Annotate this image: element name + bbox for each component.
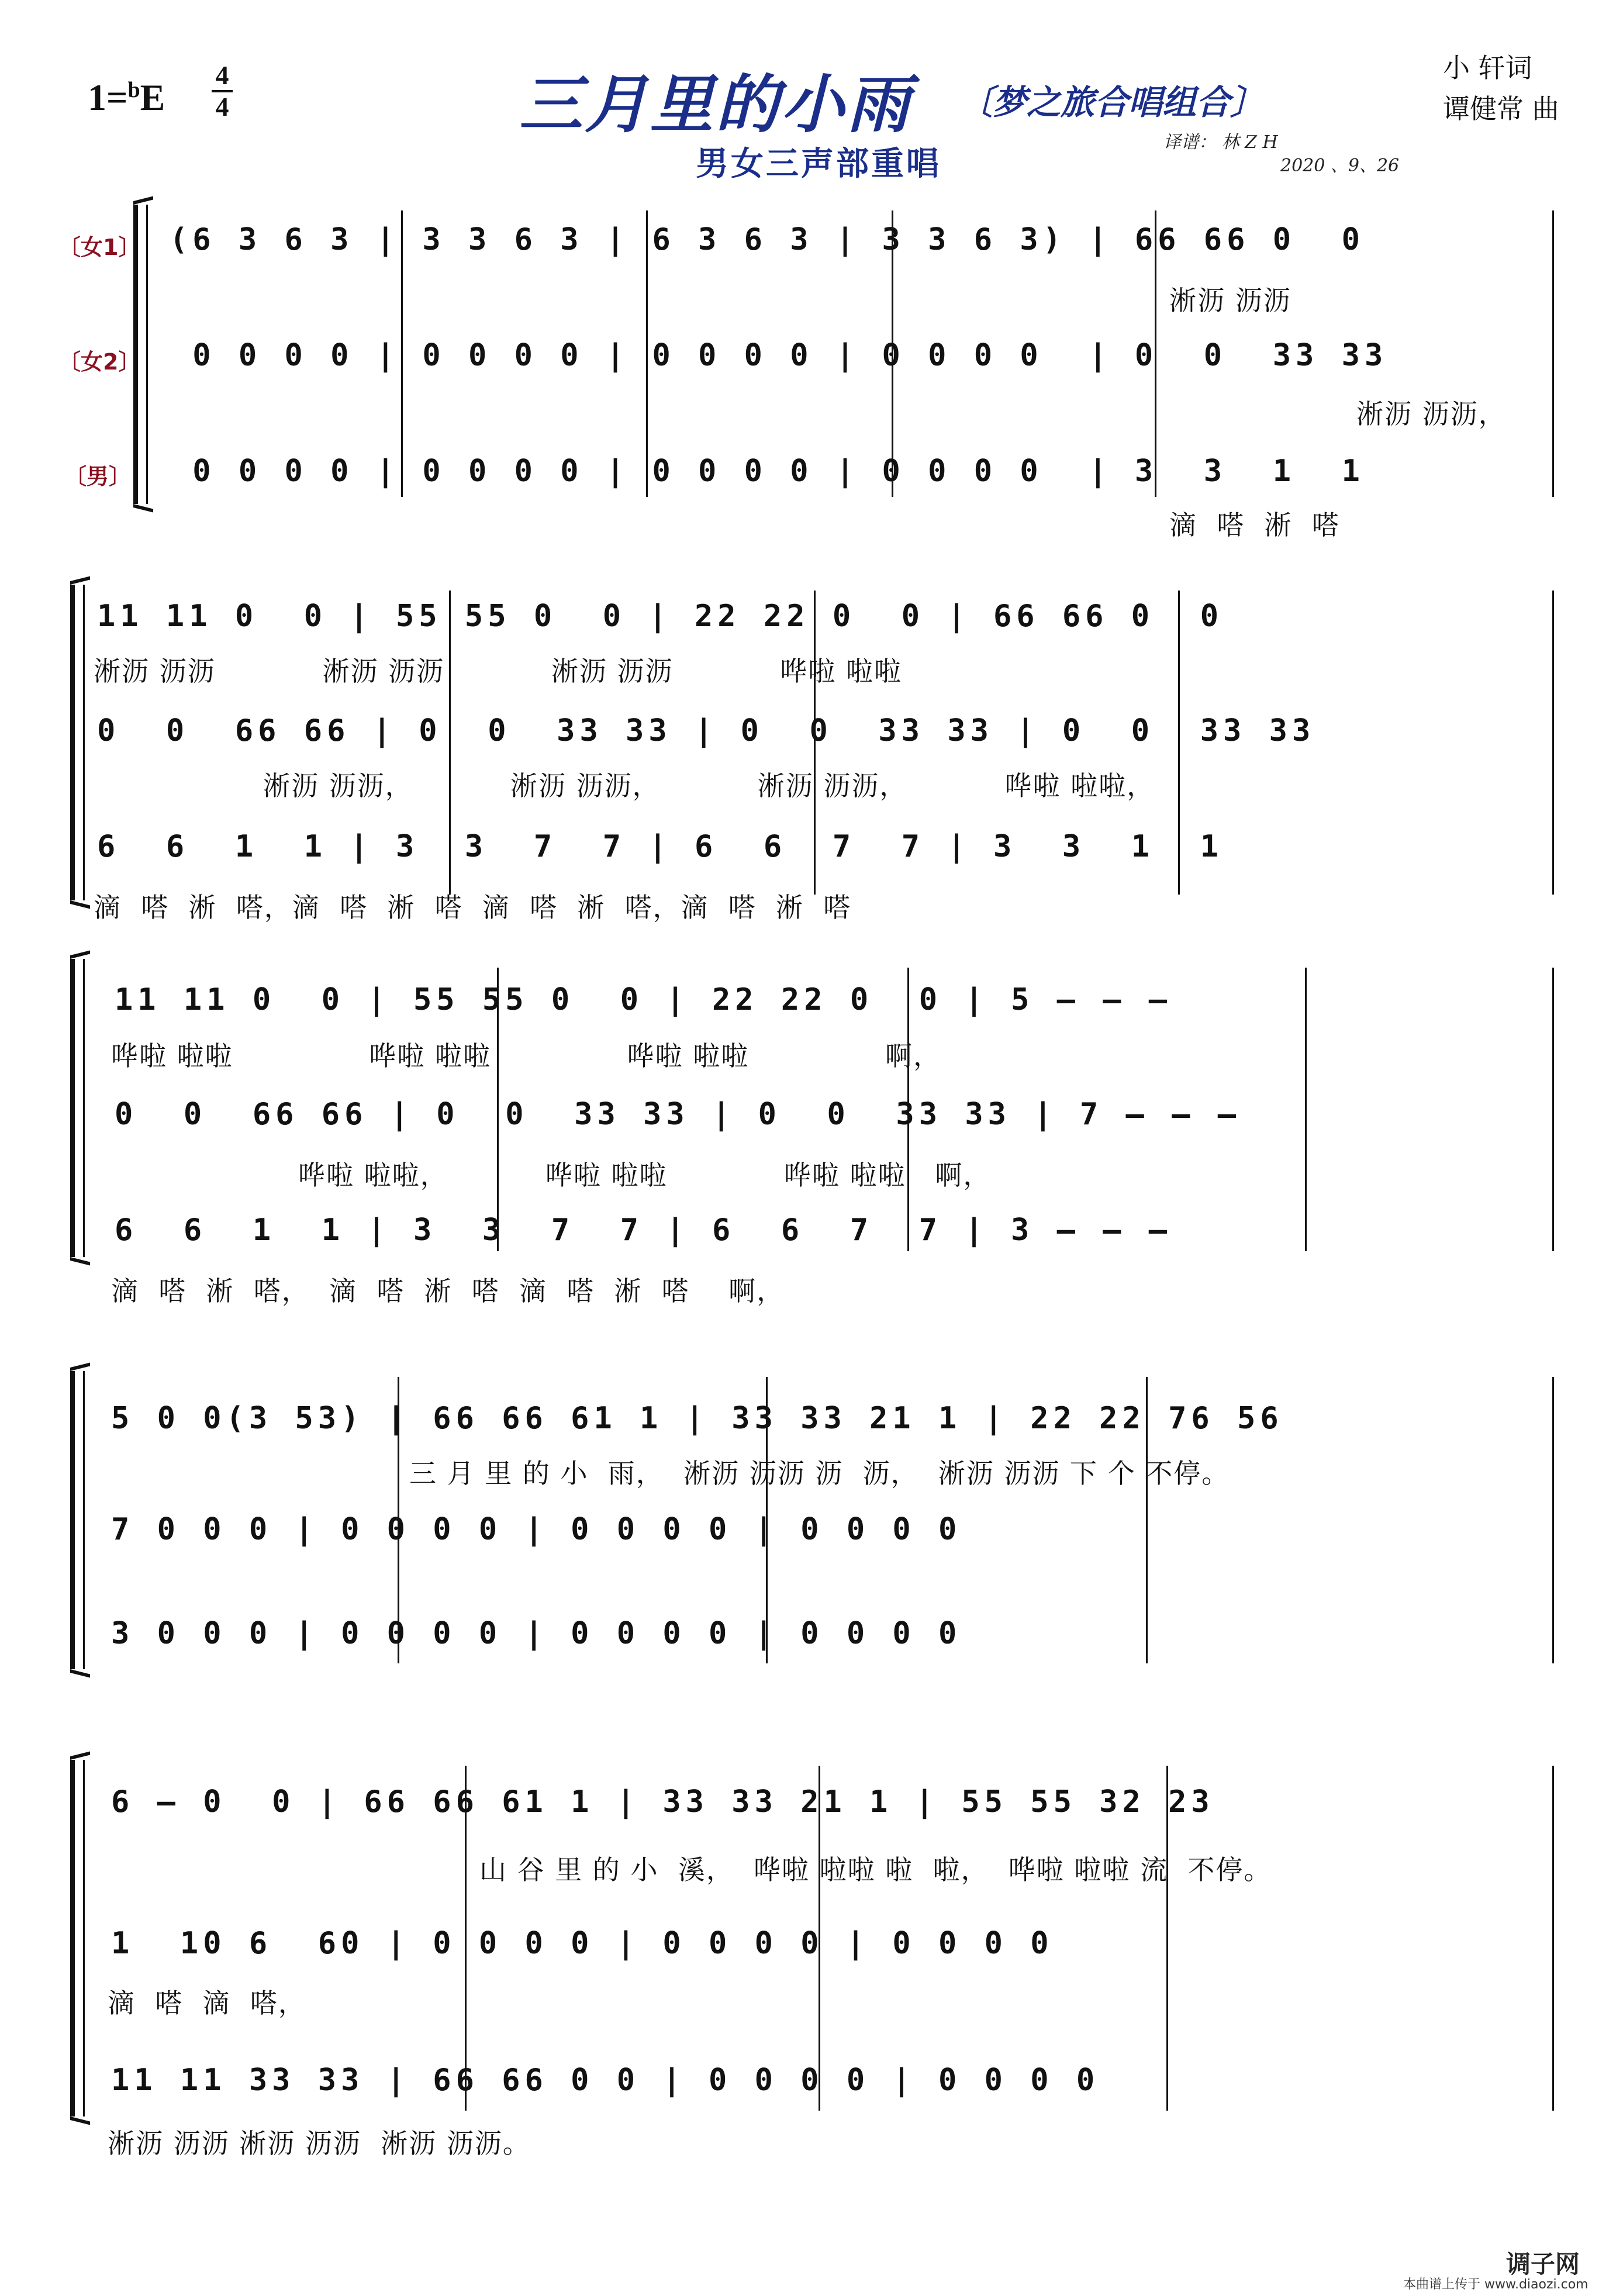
lyrics-female-1: 哗啦 啦啦 哗啦 啦啦 哗啦 啦啦 啊， (111, 1040, 941, 1072)
song-title: 三月里的小雨 (519, 68, 913, 141)
system-bracket (146, 205, 148, 504)
transcriber: 译谱： 林 Z H (1163, 132, 1278, 153)
staff-female-2: 1 10 6 60 | 0 0 0 0 | 0 0 0 0 | 0 0 0 0 (111, 1926, 1054, 1961)
lyrics-female-2: 滴 嗒 滴 嗒， (108, 1987, 306, 2019)
lyrics-female-1: 三 月 里 的 小 雨， 淅沥 沥沥 沥 沥， 淅沥 沥沥 下 个 不停。 (409, 1458, 1230, 1489)
system-brace (70, 1371, 75, 1669)
lyrics-male: 滴 嗒 淅 嗒， 滴 嗒 淅 嗒 滴 嗒 淅 嗒 啊， (111, 1275, 785, 1307)
staff-male: 6 6 1 1 | 3 3 7 7 | 6 6 7 7 | 3 3 1 1 (97, 829, 1224, 864)
lyrics-female-1: 淅沥 沥沥 淅沥 沥沥 淅沥 沥沥 哗啦 啦啦 (94, 655, 903, 687)
staff-female-1: (6 3 6 3 | 3 3 6 3 | 6 3 6 3 | 3 3 6 3) | 66 66 0 0 (170, 222, 1365, 257)
lyrics-female-1: 淅沥 沥沥 (1169, 285, 1292, 316)
voice-label-male: 〔男〕 (64, 464, 132, 489)
staff-male: 0 0 0 0 | 0 0 0 0 | 0 0 0 0 | 0 0 0 0 | 3 3 1 1 (170, 454, 1365, 489)
staff-female-1: 11 11 0 0 | 55 55 0 0 | 22 22 0 0 | 5 – – – (115, 982, 1172, 1017)
staff-female-2: 7 0 0 0 | 0 0 0 0 | 0 0 0 0 | 0 0 0 0 (111, 1512, 962, 1547)
performer-group: 〔梦之旅合唱组合〕 (959, 82, 1265, 122)
system-brace (70, 1760, 75, 2117)
barline (1552, 210, 1554, 497)
barline (1305, 968, 1307, 1251)
lyrics-male: 淅沥 沥沥 淅沥 沥沥 淅沥 沥沥。 (108, 2128, 531, 2159)
staff-female-1: 6 – 0 0 | 66 66 61 1 | 33 33 21 1 | 55 55 32 23 (111, 1784, 1214, 1819)
voice-label-female-2: 〔女2〕 (58, 349, 141, 375)
staff-male: 11 11 33 33 | 66 66 0 0 | 0 0 0 0 | 0 0 0 0 (111, 2063, 1100, 2098)
voice-label-female-1: 〔女1〕 (58, 234, 141, 260)
lyrics-male: 滴 嗒 淅 嗒，滴 嗒 淅 嗒 滴 嗒 淅 嗒，滴 嗒 淅 嗒 (94, 892, 852, 923)
staff-male: 3 0 0 0 | 0 0 0 0 | 0 0 0 0 | 0 0 0 0 (111, 1616, 962, 1651)
system-brace (70, 959, 75, 1257)
barline (1552, 1766, 1554, 2111)
staff-female-1: 5 0 0(3 53) | 66 66 61 1 | 33 33 21 1 | 22 22 76 56 (111, 1401, 1283, 1436)
lyrics-male: 滴 嗒 淅 嗒 (1169, 509, 1340, 541)
system-brace (70, 585, 75, 900)
site-logo: 调子网 (1506, 2250, 1580, 2278)
system-bracket (83, 959, 85, 1257)
lyrics-female-1: 山 谷 里 的 小 溪， 哗啦 啦啦 啦 啦， 哗啦 啦啦 流 不停。 (479, 1854, 1272, 1886)
time-signature: 4 4 (210, 61, 234, 122)
staff-female-2: 0 0 66 66 | 0 0 33 33 | 0 0 33 33 | 7 – – – (115, 1097, 1241, 1132)
transcription-date: 2020 、9、26 (1280, 156, 1400, 176)
key-signature: 1=$^b$E (88, 77, 165, 118)
staff-female-2: 0 0 66 66 | 0 0 33 33 | 0 0 33 33 | 0 0 33 33 (97, 713, 1315, 748)
composer: 谭健常 曲 (1443, 93, 1559, 125)
lyrics-female-2: 淅沥 沥沥， (1356, 398, 1507, 430)
arrangement-label: 男女三声部重唱 (696, 145, 941, 183)
barline (1552, 1377, 1554, 1663)
system-bracket (83, 1371, 85, 1669)
system-bracket (83, 585, 85, 900)
barline (1552, 591, 1554, 895)
staff-male: 6 6 1 1 | 3 3 7 7 | 6 6 7 7 | 3 – – – (115, 1213, 1172, 1248)
upload-note: 本曲谱上传于 www.diaozi.com (1403, 2277, 1589, 2292)
lyricist: 小 轩词 (1443, 52, 1532, 84)
system-brace (133, 205, 138, 504)
barline (1552, 968, 1554, 1251)
lyrics-female-2: 哗啦 啦啦， 哗啦 啦啦 哗啦 啦啦 啊， (298, 1159, 992, 1191)
system-bracket (83, 1760, 85, 2117)
staff-female-1: 11 11 0 0 | 55 55 0 0 | 22 22 0 0 | 66 66 0 0 (97, 599, 1224, 634)
staff-female-2: 0 0 0 0 | 0 0 0 0 | 0 0 0 0 | 0 0 0 0 | 0 0 33 33 (170, 338, 1388, 373)
lyrics-female-2: 淅沥 沥沥， 淅沥 沥沥， 淅沥 沥沥， 哗啦 啦啦， (263, 770, 1155, 802)
